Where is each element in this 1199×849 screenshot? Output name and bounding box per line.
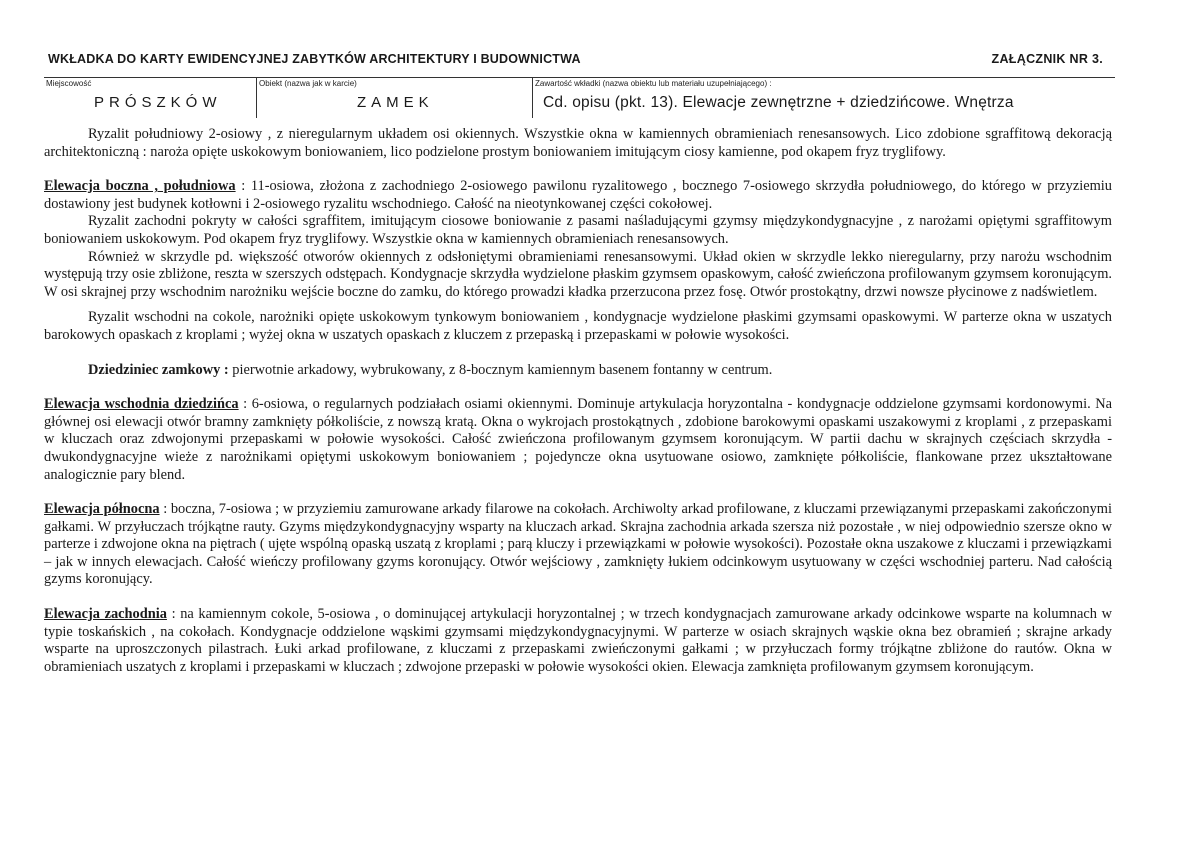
- annex-number: ZAŁĄCZNIK NR 3.: [991, 52, 1103, 66]
- heading-south-elevation: Elewacja boczna , południowa: [44, 178, 236, 195]
- heading-east-courtyard-elevation: Elewacja wschodnia dziedzińca: [44, 396, 239, 413]
- paragraph-west-elevation: [44, 606, 1112, 676]
- text-north-elevation: : boczna, 7-osiowa ; w przyziemiu zamurowane arkady filarowe na cokołach. Archiwolty arkad profilowane, z kluczami przewiązanymi przepaskami zakończonymi gałkami. W przyłuczach trójkątne rauty. Gzyms międzykondygnacyjny wsparty na kluczach arkad. Skrajna zachodnia arkada szersza niż pozostałe , w niej odpowiednio szersze okno w parterze i zdwojone okna na piętrach ( ujęte wspólną opaską uszatą z kroplami ; parą kluczy i przewiązkami w połowie wysokości). Pozostałe okna uszakowe z kluczami i przewiązkami – jak w innych elewacjach. Całość wieńczy profilowany gzyms koronujący. Otwór wejściowy , zamknięty łukiem odcinkowym usytuowany w części wschodniej parteru. Nad całością gzyms koronujący.: [44, 501, 1112, 588]
- document-body: [44, 126, 1112, 676]
- header-fields: [44, 77, 1115, 118]
- paragraph-east-risalit: Ryzalit wschodni na cokole, narożniki opięte uskokowym tynkowym boniowaniem , kondygnacje wydzielone płaskimi gzymsami opaskowymi. W parterze okna w uszatych barokowych opaskach z kroplami ; wyżej okna w uszatych opaskach z kluczem z przepaską i przepaskami w połowie wysokości.: [44, 309, 1112, 343]
- paragraph-south-elevation: [44, 178, 1112, 213]
- place-field: [44, 78, 256, 118]
- paragraph-east-courtyard-elevation: [44, 396, 1112, 484]
- paragraph-south-wing: Również w skrzydle pd. większość otworów okiennych z odsłoniętymi obramieniami renesansowymi. Układ okien w skrzydle lekko nieregularny, przy narożu wschodnim występują trzy osie zbliżone, reszta w szerszych odstępach. Kondygnacje skrzydła wydzielone płaskim gzymsem opaskowym, całość zwieńczona profilowanym gzymsem koronującym. W osi skrajnej przy wschodnim narożniku wejście boczne do zamku, do którego prowadzi kładka przerzucona przez fosę. Otwór prostokątny, drzwi nowsze płycinowe z nadświetlem.: [44, 248, 1112, 300]
- place-label: Miejscowość: [46, 79, 92, 88]
- object-field: [256, 78, 533, 118]
- object-label: Obiekt (nazwa jak w karcie): [259, 79, 357, 88]
- heading-north-elevation: Elewacja północna: [44, 501, 160, 518]
- heading-west-elevation: Elewacja zachodnia: [44, 606, 167, 623]
- text-west-elevation: : na kamiennym cokole, 5-osiowa , o dominującej artykulacji horyzontalnej ; w trzech kondygnacjach zamurowane arkady odcinkowe wsparte na kolumnach w typie toskańskich , na cokołach. Kondygnacje oddzielone wąskimi gzymsami międzykondygnacyjnymi. W parterze w osiach skrajnych wąskie okna bez obramień ; skrajne arkady wsparte na uproszczonych pilastrach. Łuki arkad profilowane, z kluczami z przepaskami zwieńczonymi gałkami ; w przyłuczach formy trójkątne zbliżone do rautów. Okna w obramieniach uszatych z kroplami i przepaskami w kluczach ; zdwojone przepaski w połowie wysokości okien. Elewacja zamknięta profilowanym gzymsem koronującym.: [44, 606, 1112, 675]
- paragraph-courtyard: [44, 362, 1112, 380]
- content-label: Zawartość wkładki (nazwa obiektu lub materiału uzupełniającego) :: [535, 79, 772, 88]
- text-east-courtyard-elevation: : 6-osiowa, o regularnych podziałach osiami okiennymi. Dominuje artykulacja horyzontalna - kondygnacje oddzielone gzymsami kordonowymi. Na głównej osi elewacji otwór bramny zamknięty półkoliście, z nowszą kratą. Okna o wykrojach prostokątnych , zdobione barokowymi opaskami uszakowymi z kroplami , z przepaskami w kluczach oraz zdwojonymi przepaskami w połowie wysokości. Całość zwieńczona profilowanym gzymsem koronującym. W partii dachu w skrajnych częściach skrzydła - dwukondygnacyjne wieże z narożnikami opiętymi uskokowym boniowaniem ; pojedyncze okna usytuowane osiowo, zamknięte półkoliście, flankowane przez ukształtowane analogicznie pary blend.: [44, 396, 1113, 483]
- paragraph-north-elevation: [44, 501, 1112, 589]
- paragraph-west-risalit: Ryzalit zachodni pokryty w całości sgraffitem, imitującym ciosowe boniowanie z pasami naśladującymi gzymsy międzykondygnacyjne , z narożami opiętymi sgraffitowym boniowaniem uskokowym. Pod okapem fryz tryglifowy. Wszystkie okna w kamiennych obramieniach renesansowych.: [44, 213, 1112, 247]
- content-value: Cd. opisu (pkt. 13). Elewacje zewnętrzne + dziedzińcowe. Wnętrza: [543, 94, 1014, 111]
- place-value: PRÓSZKÓW: [94, 94, 222, 111]
- paragraph-south-risalit: Ryzalit południowy 2-osiowy , z nieregularnym układem osi okiennych. Wszystkie okna w kamiennych obramieniach renesansowych. Lico zdobione sgraffitową dekoracją architektoniczną : naroża opięte uskokowym boniowaniem, lico podzielone prostym boniowaniem imitującym ciosy kamienne, pod okapem fryz tryglifowy.: [44, 126, 1112, 160]
- heading-courtyard: Dziedziniec zamkowy :: [88, 361, 229, 378]
- content-field: [532, 78, 1116, 118]
- document-title: WKŁADKA DO KARTY EWIDENCYJNEJ ZABYTKÓW ARCHITEKTURY I BUDOWNICTWA: [48, 52, 581, 66]
- text-south-elevation: : 11-osiowa, złożona z zachodniego 2-osiowego pawilonu ryzalitowego , bocznego 7-osiowego skrzydła południowego, do którego w przyziemiu dostawiony jest budynek kotłowni i 2-osiowego ryzalitu wschodniego. Całość na nieotynkowanej części cokołowej.: [44, 178, 1112, 212]
- object-value: ZAMEK: [357, 94, 434, 111]
- text-courtyard: pierwotnie arkadowy, wybrukowany, z 8-bocznym kamiennym basenem fontanny w centrum.: [228, 361, 773, 378]
